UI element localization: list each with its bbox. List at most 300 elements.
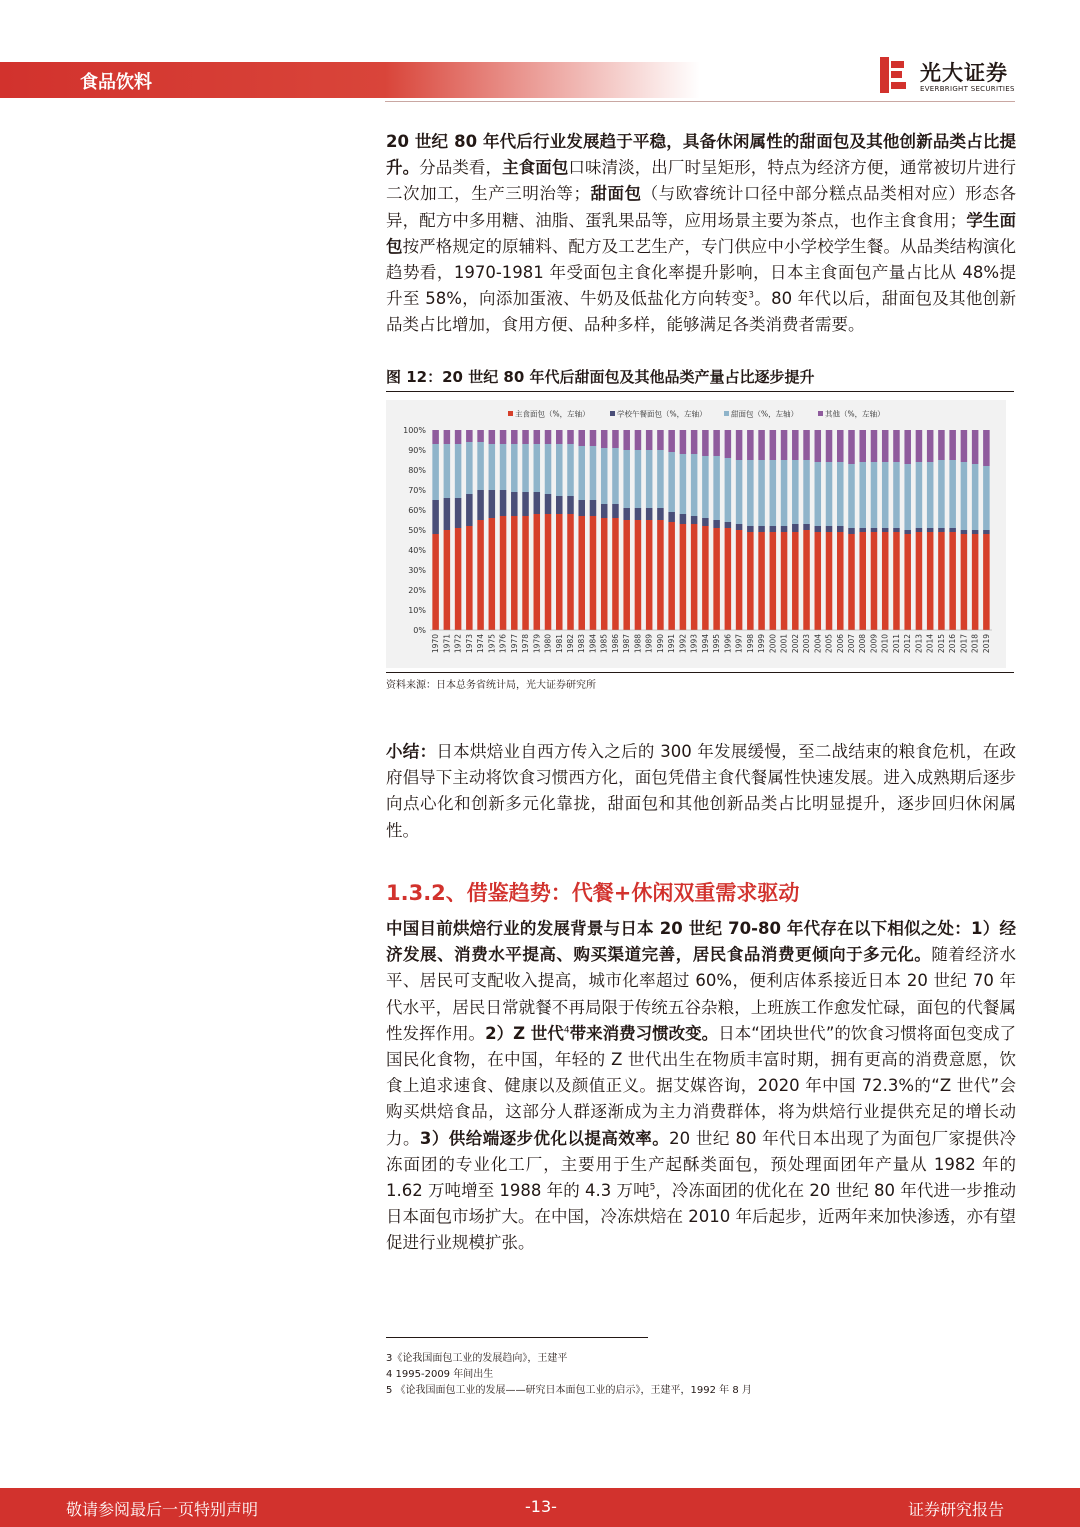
- logo-name-en: EVERBRIGHT SECURITIES: [920, 85, 1015, 93]
- bar-segment: [848, 528, 855, 534]
- footer-disclaimer[interactable]: 敬请参阅最后一页特别声明: [66, 1500, 259, 1519]
- bar-segment: [949, 528, 956, 532]
- bar-segment: [534, 514, 541, 630]
- x-tick-label: 1978: [521, 634, 531, 654]
- x-tick-label: 1976: [498, 634, 508, 654]
- bar-segment: [837, 532, 844, 630]
- bar-segment: [702, 518, 709, 526]
- bar-segment: [556, 514, 563, 630]
- bar-segment: [758, 532, 765, 630]
- bar-segment: [455, 430, 462, 444]
- bar-segment: [871, 462, 878, 528]
- bar-segment: [657, 508, 664, 520]
- bar-segment: [534, 492, 541, 514]
- footnote-item: 4 1995-2009 年间出生: [386, 1369, 494, 1380]
- x-tick-label: 1981: [554, 634, 564, 654]
- x-tick-label: 1991: [667, 634, 677, 654]
- bar-segment: [702, 430, 709, 456]
- bar-segment: [702, 526, 709, 630]
- footnote-ref[interactable]: 5: [649, 1182, 656, 1193]
- bar-segment: [916, 528, 923, 532]
- bar-segment: [668, 522, 675, 630]
- bold-term: 2）Z 世代: [485, 1023, 564, 1043]
- bar-segment: [466, 442, 473, 494]
- bar-segment: [725, 430, 732, 458]
- bar-segment: [612, 448, 619, 504]
- bar-segment: [736, 460, 743, 524]
- x-tick-label: 2007: [847, 634, 856, 654]
- bar-segment: [803, 460, 810, 524]
- x-tick-label: 2000: [768, 634, 778, 654]
- company-logo: [880, 55, 1030, 99]
- bar-segment: [432, 534, 439, 630]
- bar-segment: [545, 444, 552, 494]
- bar-segment: [444, 530, 451, 630]
- text-run: 按严格规定的原辅料、配方及工艺生产，专门供应中小学校学生餐。从品类结构演化趋势看，1970-1981 年受面包主食化率提升影响，日本主食面包产量占比从 48%提升至 58%，向添加蛋液、牛奶及低盐化方向转变: [386, 236, 1017, 309]
- bar-segment: [803, 430, 810, 460]
- bar-segment: [668, 452, 675, 512]
- bar-segment: [815, 462, 822, 526]
- text-run: ，冷冻面团的优化在 20 世纪 80 年代进一步推动日本面包市场扩大。在中国，冷冻烘焙在 2010 年后起步，近两年来加快渗透，亦有望促进行业规模扩张。: [386, 1181, 1016, 1253]
- bar-segment: [904, 430, 911, 464]
- bar-segment: [927, 528, 934, 532]
- x-tick-label: 2017: [959, 634, 969, 654]
- legend-swatch: [818, 411, 823, 416]
- header-section-label: 食品饮料: [80, 72, 152, 93]
- x-tick-label: 1988: [633, 634, 643, 654]
- bar-segment: [770, 532, 777, 630]
- bar-segment: [792, 532, 799, 630]
- x-tick-label: 1973: [464, 634, 474, 654]
- text-run: 日本“团块世代”的饮食习惯将面包变成了国民化食物，在中国，年轻的 Z 世代出生在物质丰富时期，拥有更高的消费意愿，饮食上追求速食、健康以及颜值正义。据艾媒咨询，2020 年中国 72.3%的“Z 世代”会购买烘焙食品，这部分人群逐渐成为主力消费群体，将为烘焙行业提供充足的增长动力。: [386, 1023, 1016, 1148]
- bar-segment: [477, 490, 484, 520]
- bar-segment: [927, 532, 934, 630]
- x-tick-label: 1999: [757, 634, 767, 654]
- bar-segment: [949, 430, 956, 460]
- x-tick-label: 1987: [622, 634, 632, 654]
- bar-segment: [556, 430, 563, 444]
- bar-segment: [882, 528, 889, 532]
- y-tick-label: 10%: [408, 606, 426, 615]
- bar-segment: [545, 494, 552, 514]
- bar-segment: [511, 444, 518, 492]
- stacked-bar-chart: [386, 400, 1006, 668]
- bar-segment: [893, 528, 900, 532]
- bar-segment: [511, 492, 518, 516]
- bar-segment: [848, 534, 855, 630]
- bar-segment: [612, 504, 619, 518]
- bar-segment: [927, 462, 934, 528]
- bar-segment: [758, 430, 765, 460]
- x-tick-label: 2002: [790, 634, 800, 654]
- bar-segment: [545, 430, 552, 444]
- bar-segment: [871, 430, 878, 462]
- bar-segment: [534, 444, 541, 492]
- bar-segment: [747, 430, 754, 460]
- bar-segment: [758, 460, 765, 526]
- bar-segment: [826, 526, 833, 532]
- footnote-ref[interactable]: 3: [748, 290, 754, 301]
- bar-segment: [826, 430, 833, 462]
- bar-segment: [500, 444, 507, 490]
- footnotes: [386, 1351, 752, 1399]
- bar-segment: [859, 430, 866, 462]
- bar-segment: [612, 518, 619, 630]
- x-tick-label: 1972: [453, 634, 463, 654]
- bar-segment: [432, 444, 439, 500]
- bar-segment: [623, 508, 630, 520]
- bar-segment: [713, 520, 720, 528]
- bar-segment: [500, 430, 507, 444]
- paragraph-summary: [386, 739, 1016, 844]
- footnote-ref[interactable]: 4: [563, 1025, 570, 1036]
- bar-segment: [691, 454, 698, 516]
- x-tick-label: 2005: [824, 634, 834, 654]
- bold-lead: 20 世纪 80 年代后行业发展趋于平稳，具备休闲属性的甜面包及其他创新品类占比提升。: [386, 132, 1016, 178]
- figure-top-rule: [386, 391, 1014, 392]
- bar-segment: [646, 508, 653, 520]
- bar-segment: [736, 530, 743, 630]
- bar-segment: [938, 528, 945, 532]
- x-tick-label: 2012: [903, 634, 913, 654]
- bar-segment: [725, 458, 732, 522]
- header-divider: [385, 101, 1015, 102]
- text-run: 分品类看，: [419, 158, 503, 178]
- bar-segment: [657, 450, 664, 508]
- bar-segment: [601, 504, 608, 518]
- x-tick-label: 1982: [566, 634, 575, 654]
- bar-segment: [826, 462, 833, 526]
- x-tick-label: 2018: [970, 634, 980, 654]
- bar-segment: [916, 462, 923, 528]
- bar-segment: [522, 430, 529, 444]
- x-tick-label: 2004: [813, 634, 823, 654]
- bar-segment: [848, 430, 855, 464]
- bar-segment: [848, 464, 855, 528]
- logo-name-cn: 光大证券: [920, 61, 1008, 85]
- bar-segment: [904, 464, 911, 530]
- bar-segment: [556, 496, 563, 514]
- bar-segment: [792, 524, 799, 532]
- legend-label: 主食面包（%，左轴）: [515, 409, 590, 419]
- bar-segment: [972, 430, 979, 464]
- x-tick-label: 2008: [858, 634, 868, 654]
- x-tick-label: 1996: [723, 634, 733, 654]
- bar-segment: [668, 512, 675, 522]
- bar-segment: [961, 430, 968, 462]
- bar-segment: [781, 526, 788, 532]
- figure-title: 图 12：20 世纪 80 年代后甜面包及其他品类产量占比逐步提升: [386, 368, 815, 386]
- bar-segment: [815, 526, 822, 532]
- bar-segment: [904, 530, 911, 534]
- bar-segment: [522, 444, 529, 492]
- bar-segment: [590, 430, 597, 446]
- bar-segment: [489, 490, 496, 518]
- y-tick-label: 20%: [408, 586, 426, 595]
- bar-segment: [781, 460, 788, 526]
- text-run: 随着经济水平、居民可支配收入提高，城市化率超过 60%，便利店体系接近日本 20 世纪 70 年代水平，居民日常就餐不再局限于传统五谷杂粮，上班族工作愈发忙碌，面包的代餐属性发挥作用。: [386, 945, 1017, 1043]
- y-tick-label: 0%: [413, 626, 426, 635]
- bar-segment: [747, 532, 754, 630]
- bar-segment: [680, 430, 687, 454]
- bar-segment: [725, 522, 732, 528]
- bar-segment: [668, 430, 675, 452]
- bar-segment: [522, 516, 529, 630]
- y-tick-label: 100%: [403, 426, 426, 435]
- bold-term: 主食面包: [502, 158, 569, 178]
- bar-segment: [455, 444, 462, 498]
- text-run: 20 世纪 80 年代日本出现了为面包厂家提供冷冻面团的专业化工厂，主要用于生产起酥类面包，预处理面团年产量从 1982 年的 1.62 万吨增至 1988 年的 4.3 万吨: [386, 1128, 1016, 1201]
- bar-segment: [567, 430, 574, 444]
- bar-segment: [578, 430, 585, 446]
- footnote-divider: [386, 1337, 648, 1338]
- bar-segment: [882, 462, 889, 528]
- x-tick-label: 1998: [745, 634, 755, 654]
- bold-term: 甜面包: [589, 184, 642, 204]
- bold-term: 3）供给端逐步优化以提高效率。: [419, 1128, 670, 1148]
- logo-mark-icon: [880, 57, 906, 93]
- paragraph-trends: [386, 916, 1016, 1257]
- bar-segment: [680, 454, 687, 514]
- bar-segment: [972, 530, 979, 534]
- bar-segment: [500, 490, 507, 516]
- bar-segment: [893, 430, 900, 462]
- bar-segment: [477, 520, 484, 630]
- bar-segment: [489, 518, 496, 630]
- bar-segment: [758, 526, 765, 532]
- y-tick-label: 70%: [408, 486, 426, 495]
- bar-segment: [747, 526, 754, 532]
- bar-segment: [859, 528, 866, 532]
- bar-segment: [803, 530, 810, 630]
- bar-segment: [455, 498, 462, 528]
- x-tick-label: 1979: [532, 634, 542, 654]
- x-tick-label: 1993: [689, 634, 699, 654]
- x-tick-label: 1986: [610, 634, 620, 654]
- legend-label: 甜面包（%，左轴）: [731, 409, 799, 419]
- header-section-bar: [0, 62, 700, 98]
- bar-segment: [646, 430, 653, 450]
- bar-segment: [500, 516, 507, 630]
- bar-segment: [545, 514, 552, 630]
- section-heading: 1.3.2、借鉴趋势：代餐+休闲双重需求驱动: [386, 881, 800, 905]
- x-tick-label: 2019: [981, 634, 991, 654]
- text-run: 口味清淡，出厂时呈矩形，特点为经济方便，通常被切片进行二次加工，生产三明治等；: [386, 158, 1017, 204]
- bar-segment: [983, 430, 990, 466]
- x-tick-label: 2003: [802, 634, 812, 654]
- bar-segment: [635, 508, 642, 520]
- bold-lead: 小结：: [386, 742, 437, 761]
- text-run: 。80 年代以后，甜面包及其他创新品类占比增加，食用方便、品种多样，能够满足各类消费者需要。: [386, 289, 1016, 335]
- bar-segment: [444, 430, 451, 444]
- bar-segment: [702, 456, 709, 518]
- bar-segment: [556, 444, 563, 496]
- y-tick-label: 50%: [408, 526, 426, 535]
- bar-segment: [938, 430, 945, 460]
- bar-segment: [916, 430, 923, 462]
- x-tick-label: 2013: [914, 634, 924, 654]
- footer-report-type: 证券研究报告: [908, 1500, 1005, 1519]
- x-tick-label: 2009: [869, 634, 879, 654]
- bar-segment: [713, 456, 720, 520]
- bar-segment: [949, 460, 956, 528]
- x-tick-label: 1983: [577, 634, 587, 654]
- bar-segment: [983, 534, 990, 630]
- bar-segment: [713, 430, 720, 456]
- bar-segment: [837, 462, 844, 526]
- bold-lead: 中国目前烘焙行业的发展背景与日本 20 世纪 70-80 年代存在以下相似之处：1）经济发展、消费水平提高、购买渠道完善，居民食品消费更倾向于多元化。: [386, 919, 1016, 965]
- bar-segment: [949, 532, 956, 630]
- bold-term: 学生面包: [386, 210, 1017, 256]
- bar-segment: [859, 462, 866, 528]
- y-tick-label: 40%: [408, 546, 426, 555]
- bar-segment: [871, 532, 878, 630]
- footnote-item: 3《论我国面包工业的发展趋向》，王建平: [386, 1353, 568, 1364]
- x-tick-label: 2016: [948, 634, 958, 654]
- text-run: 日本烘焙业自西方传入之后的 300 年发展缓慢，至二战结束的粮食危机，在政府倡导下主动将饮食习惯西方化，面包凭借主食代餐属性快速发展。进入成熟期后逐步向点心化和创新多元化靠拢，甜面包和其他创新品类占比明显提升，逐步回归休闲属性。: [386, 742, 1017, 840]
- x-tick-label: 2015: [936, 634, 946, 654]
- bar-segment: [961, 534, 968, 630]
- y-tick-label: 60%: [408, 506, 426, 515]
- bar-segment: [477, 442, 484, 490]
- bar-segment: [882, 430, 889, 462]
- bar-segment: [691, 524, 698, 630]
- x-tick-label: 1992: [678, 634, 688, 654]
- bar-segment: [680, 514, 687, 524]
- bar-segment: [680, 524, 687, 630]
- bar-segment: [455, 528, 462, 630]
- bar-segment: [623, 430, 630, 450]
- x-tick-label: 1977: [509, 634, 519, 654]
- y-tick-label: 30%: [408, 566, 426, 575]
- bar-segment: [657, 430, 664, 450]
- bar-segment: [601, 448, 608, 504]
- bar-segment: [590, 516, 597, 630]
- x-tick-label: 1974: [476, 634, 486, 654]
- x-tick-label: 1989: [644, 634, 654, 654]
- legend-swatch: [508, 411, 513, 416]
- bar-segment: [815, 430, 822, 462]
- bar-segment: [815, 532, 822, 630]
- bar-segment: [938, 532, 945, 630]
- bar-segment: [972, 534, 979, 630]
- bar-segment: [578, 516, 585, 630]
- bar-segment: [916, 532, 923, 630]
- bar-segment: [466, 430, 473, 442]
- bar-segment: [826, 532, 833, 630]
- page-footer: [0, 1488, 1080, 1527]
- bar-segment: [646, 520, 653, 630]
- bar-segment: [635, 450, 642, 508]
- bar-segment: [444, 498, 451, 530]
- x-tick-label: 1984: [588, 634, 598, 654]
- bar-segment: [635, 430, 642, 450]
- bar-segment: [972, 464, 979, 530]
- paragraph-product-structure: [386, 129, 1016, 339]
- bar-segment: [578, 500, 585, 516]
- bar-segment: [657, 520, 664, 630]
- bar-segment: [770, 526, 777, 532]
- bar-segment: [567, 444, 574, 496]
- footnote-item: 5 《论我国面包工业的发展——研究日本面包工业的启示》，王建平，1992 年 8 月: [386, 1385, 752, 1396]
- legend-label: 其他（%，左轴）: [825, 409, 885, 419]
- figure-bottom-rule: [386, 672, 1014, 673]
- bar-segment: [590, 446, 597, 500]
- bar-segment: [432, 430, 439, 444]
- bar-segment: [781, 532, 788, 630]
- bar-segment: [792, 430, 799, 460]
- legend-label: 学校午餐面包（%，左轴）: [617, 409, 707, 419]
- x-tick-label: 1985: [599, 634, 609, 654]
- bar-segment: [893, 462, 900, 528]
- bar-segment: [927, 430, 934, 462]
- bar-segment: [567, 496, 574, 514]
- x-tick-label: 1995: [712, 634, 722, 654]
- legend-swatch: [610, 411, 615, 416]
- bar-segment: [770, 430, 777, 460]
- bar-segment: [859, 532, 866, 630]
- bar-segment: [612, 430, 619, 448]
- bar-segment: [871, 528, 878, 532]
- bar-segment: [601, 518, 608, 630]
- bar-segment: [983, 530, 990, 534]
- x-tick-label: 2010: [880, 634, 890, 654]
- bar-segment: [736, 524, 743, 530]
- bar-segment: [432, 500, 439, 534]
- bar-segment: [961, 530, 968, 534]
- legend-swatch: [724, 411, 729, 416]
- bar-segment: [736, 430, 743, 460]
- bar-segment: [713, 528, 720, 630]
- bar-segment: [567, 514, 574, 630]
- x-tick-label: 2014: [925, 634, 935, 654]
- bar-segment: [691, 430, 698, 454]
- bar-segment: [837, 526, 844, 532]
- x-tick-label: 2011: [891, 634, 901, 654]
- bar-segment: [691, 516, 698, 524]
- bold-term: 带来消费习惯改变。: [569, 1023, 719, 1043]
- text-run: （与欧睿统计口径中部分糕点品类相对应）形态各异，配方中多用糖、油脂、蛋乳果品等，应用场景主要为茶点，也作主食食用；: [386, 184, 1017, 230]
- bar-segment: [511, 430, 518, 444]
- bar-segment: [725, 528, 732, 630]
- x-tick-label: 1997: [734, 634, 744, 654]
- bar-segment: [466, 494, 473, 526]
- bar-segment: [578, 446, 585, 500]
- x-tick-label: 1990: [655, 634, 665, 654]
- bar-segment: [837, 430, 844, 462]
- bar-segment: [646, 450, 653, 508]
- bar-segment: [803, 524, 810, 530]
- x-tick-label: 1994: [700, 634, 710, 654]
- bar-segment: [466, 526, 473, 630]
- x-tick-label: 1971: [442, 634, 452, 654]
- bar-segment: [635, 520, 642, 630]
- bar-segment: [623, 520, 630, 630]
- bar-segment: [983, 466, 990, 530]
- y-tick-label: 90%: [408, 446, 426, 455]
- page-number: -13-: [525, 1497, 557, 1516]
- bar-segment: [601, 430, 608, 448]
- bar-segment: [938, 460, 945, 528]
- bar-segment: [747, 460, 754, 526]
- bar-segment: [590, 500, 597, 516]
- bar-segment: [781, 430, 788, 460]
- bar-segment: [477, 430, 484, 442]
- bar-segment: [489, 444, 496, 490]
- bar-segment: [489, 430, 496, 444]
- bar-segment: [904, 534, 911, 630]
- bar-segment: [792, 460, 799, 524]
